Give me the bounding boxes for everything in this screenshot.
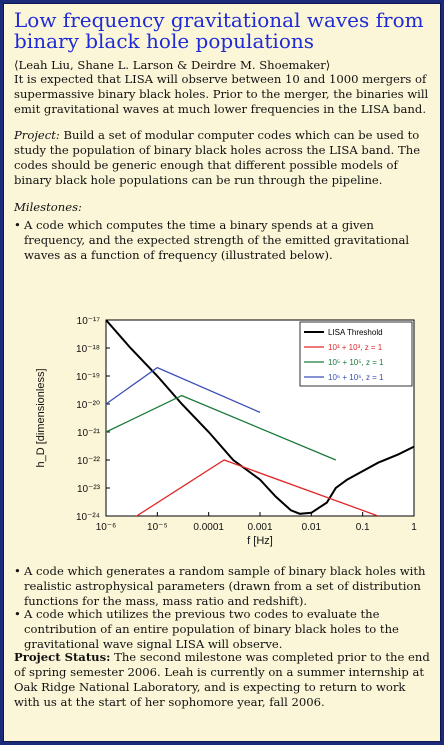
legend-label: 10⁵ + 10⁵, z = 1: [328, 358, 384, 367]
x-tick-label: 0.001: [247, 522, 273, 533]
project-paragraph: [14, 128, 434, 188]
legend-label: 10³ + 10³, z = 1: [328, 343, 383, 352]
gw-strain-chart: [14, 314, 424, 552]
project-text: Build a set of modular computer codes which can be used to study the population of binary black holes across the LISA band. The codes should be generic enough that different possible models of binary black hole populations can be run through the pipeline.: [14, 128, 421, 187]
project-label: Project:: [14, 128, 60, 142]
x-tick-label: 0.1: [355, 522, 370, 533]
milestone-item: [14, 218, 434, 263]
status-text: The second milestone was completed prior to the end of spring semester 2006. Leah is currently on a summer internship at Oak Ridge National Laboratory, and is expecting to return to work with us at the start of her sophomore year, fall 2006.: [14, 650, 430, 709]
x-tick-label: 1: [411, 522, 417, 533]
y-axis-label: h_D [dimensionless]: [35, 368, 47, 468]
y-tick-label: 10⁻¹⁷: [76, 316, 100, 327]
y-tick-label: 10⁻¹⁸: [76, 344, 100, 355]
poster-panel: [3, 3, 441, 742]
milestone-item: [14, 607, 434, 652]
poster-title: Low frequency gravitational waves from binary black hole populations: [14, 8, 424, 53]
x-tick-label: 0.01: [301, 522, 322, 533]
legend-label: LISA Threshold: [328, 328, 383, 337]
y-tick-label: 10⁻²⁴: [75, 512, 100, 523]
y-tick-label: 10⁻²¹: [76, 428, 100, 439]
x-tick-label: 10⁻⁵: [147, 522, 168, 533]
bullet-marker: •: [14, 218, 21, 232]
x-tick-label: 0.0001: [193, 522, 224, 533]
bullet-marker: •: [14, 607, 21, 621]
y-tick-label: 10⁻²³: [76, 484, 100, 495]
x-axis-label: f [Hz]: [247, 535, 273, 547]
y-tick-label: 10⁻¹⁹: [75, 372, 100, 383]
y-tick-label: 10⁻²²: [76, 456, 100, 467]
intro-paragraph: It is expected that LISA will observe between 10 and 1000 mergers of supermassive binary black holes. Prior to the merger, the binaries will emit gravitational waves at much lower frequencies in the LISA band.: [14, 72, 429, 116]
milestone-text: A code which utilizes the previous two codes to evaluate the contribution of an entire population of binary black holes to the gravitational wave signal LISA will observe.: [24, 607, 399, 651]
bullet-marker: •: [14, 564, 21, 578]
chart-svg: [14, 314, 424, 552]
authors-line: ⟨Leah Liu, Shane L. Larson & Deirdre M. Shoemaker⟩: [14, 58, 331, 72]
status-label: Project Status:: [14, 650, 111, 664]
milestone-item: [14, 564, 434, 609]
y-tick-label: 10⁻²⁰: [76, 400, 100, 411]
milestones-heading: Milestones:: [14, 200, 82, 214]
milestone-text: A code which generates a random sample of binary black holes with realistic astrophysical parameters (drawn from a set of distribution functions for the mass, mass ratio and redshift).: [24, 564, 426, 608]
status-paragraph: [14, 650, 434, 710]
x-tick-label: 10⁻⁶: [95, 522, 117, 533]
legend-label: 10⁶ + 10⁶, z = 1: [328, 373, 384, 382]
milestone-text: A code which computes the time a binary spends at a given frequency, and the expected strength of the emitted gravitational waves as a function of frequency (illustrated below).: [24, 218, 410, 262]
